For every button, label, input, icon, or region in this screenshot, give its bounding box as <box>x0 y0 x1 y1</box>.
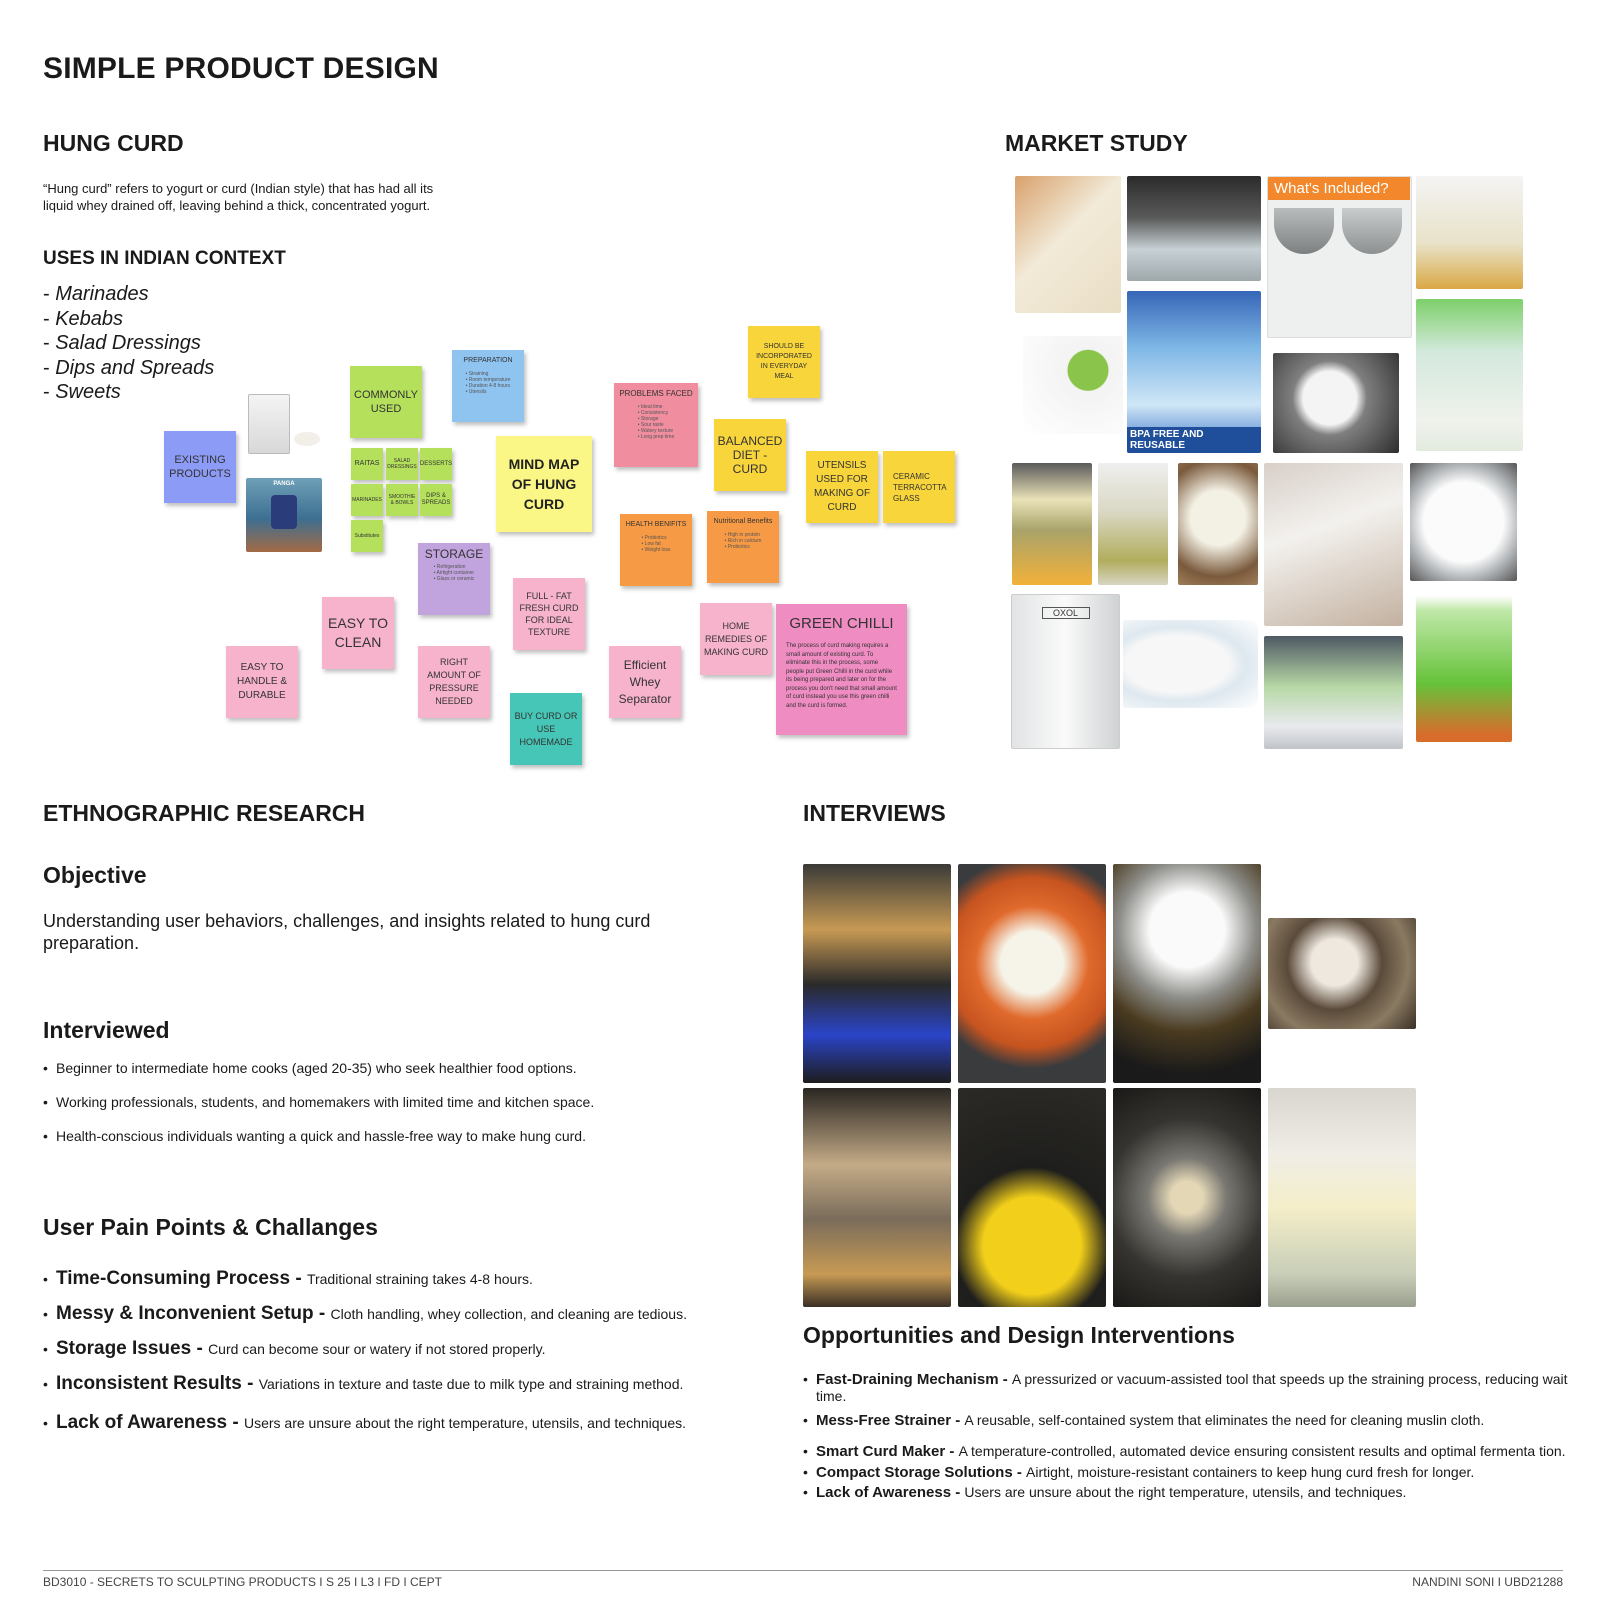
pouring-milk-image <box>1264 463 1403 626</box>
list-item: CERAMIC <box>893 471 930 481</box>
yogurt-strainer-image <box>1273 353 1399 453</box>
mesh-strainer-image <box>1123 620 1258 708</box>
list-item: GLASS <box>893 493 920 503</box>
interviewed-heading: Interviewed <box>43 1017 170 1043</box>
pickle-jar-image <box>1012 463 1092 585</box>
sticky-substitute: Substitutes <box>351 520 383 552</box>
sticky-utensils: UTENSILS USED FOR MAKING OF CURD <box>806 451 878 523</box>
pain-points-heading: User Pain Points & Challanges <box>43 1214 378 1240</box>
sticky-nutritional-benefits: Nutritional Benefits • High in protein • Rich in calcium • Probiotics <box>707 511 779 583</box>
green-lid-jar-image <box>1416 299 1523 451</box>
list-item: • Storage Issues - Curd can become sour or watery if not stored properly. <box>43 1338 783 1373</box>
opportunities-heading: Opportunities and Design Interventions <box>803 1322 1235 1348</box>
interview-photo <box>1113 864 1261 1083</box>
list-item: TERRACOTTA <box>893 482 947 492</box>
sticky-salad-dressings: SALAD DRESSINGS <box>386 448 418 480</box>
glass-jar-image <box>1098 463 1168 585</box>
list-item: - Dips and Spreads <box>43 356 214 381</box>
interviewed-list <box>43 1060 723 1162</box>
hung-curd-heading: HUNG CURD <box>43 130 184 156</box>
sticky-desserts: DESSERTS <box>420 448 452 480</box>
sticky-materials <box>883 451 955 523</box>
list-item: • Beginner to intermediate home cooks (aged 20-35) who seek healthier food options. <box>43 1060 723 1094</box>
sticky-easy-to-handle: EASY TO HANDLE & DURABLE <box>226 646 298 718</box>
sticky-preparation: PREPARATION • Straining • Room temperature • Duration 4-8 hours • Utensils <box>452 350 524 422</box>
list-item: - Sweets <box>43 380 214 405</box>
sticky-easy-to-clean: EASY TO CLEAN <box>322 597 394 669</box>
interview-photo <box>803 864 951 1083</box>
list-item: • Fast-Draining Mechanism - A pressurized or vacuum-assisted tool that speeds up the straining process, reducing wait time. <box>803 1371 1568 1404</box>
sticky-smoothie-bowls: SMOOTHIE & BOWLS <box>386 484 418 516</box>
list-item: • Smart Curd Maker - A temperature-controlled, automated device ensuring consistent results and optimal fermenta tion. <box>803 1443 1568 1460</box>
opportunities-list <box>803 1371 1568 1509</box>
sticky-existing-products: EXISTING PRODUCTS <box>164 431 236 503</box>
sticky-raitas: RAITAS <box>351 448 383 480</box>
sticky-dips-spreads: DIPS & SPREADS <box>420 484 452 516</box>
objective-text: Understanding user behaviors, challenges, and insights related to hung curd preparation. <box>43 911 651 953</box>
sticky-problems-faced: PROBLEMS FACED • Ideal time • Consistency • Storage • Sour taste • Watery texture • Long prep time <box>614 383 698 467</box>
interview-photo <box>958 1088 1106 1307</box>
paneer-mold-image <box>1015 176 1121 313</box>
green-strainer-image <box>1023 336 1123 434</box>
list-item: • Lack of Awareness - Users are unsure about the right temperature, utensils, and techniques. <box>43 1412 783 1447</box>
footer <box>43 1570 1563 1589</box>
sticky-buy-curd: BUY CURD OR USE HOMEMADE <box>510 693 582 765</box>
sticky-green-chilli: GREEN CHILLI The process of curd making requires a small amount of existing curd. To eliminate this in the process, some people put Green Chilli in the curd while its being prepared and later on for the process you don't need that small amount of curd instead you use this green chilli and the curd is formed. <box>776 604 907 735</box>
sticky-balanced-diet: BALANCED DIET - CURD <box>714 419 786 491</box>
uses-heading: USES IN INDIAN CONTEXT <box>43 248 286 269</box>
market-study-heading: MARKET STUDY <box>1005 130 1188 156</box>
interview-photo <box>1268 1088 1416 1307</box>
muslin-cloth-image <box>1178 463 1258 585</box>
blue-strainer-image: BPA FREE AND REUSABLE <box>1127 291 1261 453</box>
sticky-home-remedies: HOME REMEDIES OF MAKING CURD <box>700 603 772 675</box>
interview-photo <box>958 864 1106 1083</box>
list-item: • Messy & Inconvenient Setup - Cloth handling, whey collection, and cleaning are tedious. <box>43 1303 783 1338</box>
sticky-should-be-incorporated: SHOULD BE INCORPORATED IN EVERYDAY MEAL <box>748 326 820 398</box>
list-item: • Health-conscious individuals wanting a quick and hassle-free way to make hung curd. <box>43 1128 723 1162</box>
list-item: - Salad Dressings <box>43 331 214 356</box>
interviews-heading: INTERVIEWS <box>803 800 946 826</box>
footer-author: NANDINI SONI I UBD21288 <box>1412 1575 1563 1589</box>
list-item: • Lack of Awareness - Users are unsure about the right temperature, utensils, and techniques. <box>803 1484 1568 1501</box>
oxol-container-image: OXOL <box>1011 594 1120 749</box>
product-bowl-image <box>294 432 320 446</box>
sticky-right-pressure: RIGHT AMOUNT OF PRESSURE NEEDED <box>418 646 490 718</box>
hands-strainer-image <box>1264 636 1403 749</box>
sticky-full-fat: FULL - FAT FRESH CURD FOR IDEAL TEXTURE <box>513 578 585 650</box>
strainer-bowl-image <box>1127 176 1261 281</box>
interview-photo <box>1113 1088 1261 1307</box>
list-item: - Marinades <box>43 282 214 307</box>
product-jar-image <box>248 394 290 454</box>
sticky-whey-separator: Efficient Whey Separator <box>609 646 681 718</box>
objective-heading: Objective <box>43 862 147 888</box>
pain-points-list <box>43 1268 783 1447</box>
uses-list <box>43 282 214 405</box>
list-item: • Working professionals, students, and homemakers with limited time and kitchen space. <box>43 1094 723 1128</box>
whats-included-image: What's Included? <box>1267 176 1412 338</box>
interview-photo <box>1268 918 1416 1029</box>
interview-photo <box>803 1088 951 1307</box>
footer-course: BD3010 - SECRETS TO SCULPTING PRODUCTS I S 25 I L3 I FD I CEPT <box>43 1575 442 1589</box>
list-item: - Kebabs <box>43 307 214 332</box>
sticky-marinades: MARINADES <box>351 484 383 516</box>
page-title: SIMPLE PRODUCT DESIGN <box>43 52 439 85</box>
green-container-image <box>1416 596 1512 742</box>
sticky-health-benefits: HEALTH BENIFITS • Probiotics • Low fat • Weight loss <box>620 514 692 586</box>
ethnographic-heading: ETHNOGRAPHIC RESEARCH <box>43 800 366 826</box>
yogurt-bowl-image <box>1410 463 1517 581</box>
hung-curd-intro: “Hung curd” refers to yogurt or curd (Indian style) that has had all its liquid whey drained off, leaving behind a thick, concentrated yogurt. <box>43 181 434 213</box>
list-item: • Time-Consuming Process - Traditional straining takes 4-8 hours. <box>43 1268 783 1303</box>
jar-strainer-image <box>1416 176 1523 289</box>
list-item: • Mess-Free Strainer - A reusable, self-contained system that eliminates the need for cleaning muslin cloth. <box>803 1412 1568 1429</box>
list-item: • Inconsistent Results - Variations in texture and taste due to milk type and straining method. <box>43 1373 783 1408</box>
sticky-commonly-used: COMMONLY USED <box>350 366 422 438</box>
list-item: • Compact Storage Solutions - Airtight, moisture-resistant containers to keep hung curd fresh for longer. <box>803 1464 1568 1481</box>
sticky-storage: STORAGE • Refrigeration • Airtight container • Glass or ceramic <box>418 543 490 615</box>
sticky-mind-map-center: MIND MAP OF HUNG CURD <box>496 436 592 532</box>
product-panga-image: PANGA <box>246 478 322 552</box>
